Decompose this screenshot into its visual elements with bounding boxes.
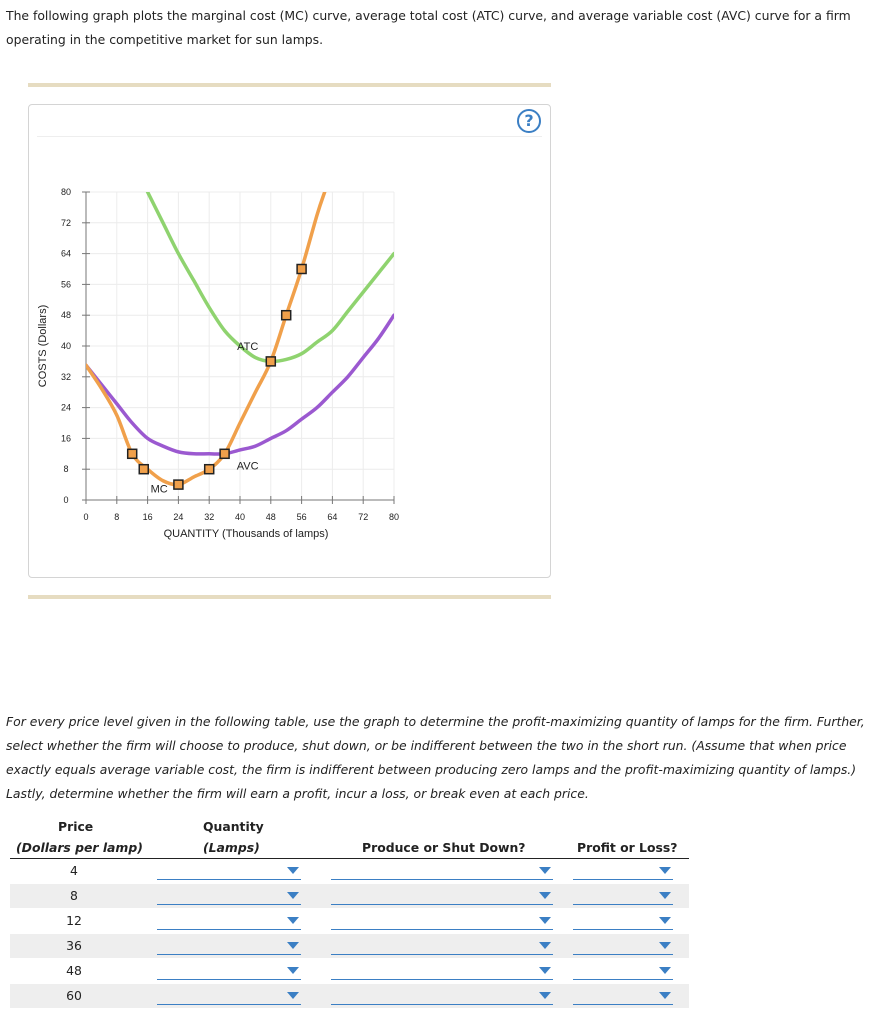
price-unit-header: (Dollars per lamp) [16,840,143,855]
x-tick-label: 72 [358,512,369,522]
y-tick-label: 72 [60,217,72,228]
quantity-dropdown[interactable] [157,987,301,1005]
quantity-dropdown[interactable] [157,937,301,955]
dropdown-arrow-icon [287,892,299,899]
produce-dropdown[interactable] [331,987,553,1005]
table-row [10,934,689,958]
x-tick-label: 32 [204,512,215,522]
x-tick-label: 48 [265,512,276,522]
y-tick-label: 40 [60,341,72,351]
instructions-text: For every price level given in the following table, use the graph to determine the profit-maximizing quantity of lamps for the firm. Further, select whether the firm will choose to produce, shut down, or be indifferent between the two in the short run. (Assume that when price exactly equals average variable cost, the firm is indifferent between producing zero lamps and the profit-maximizing quantity of lamps.) Lastly, determine whether the firm will earn a profit, incur a loss, or break even at each price. [6,714,865,801]
mc-point-marker[interactable] [297,265,306,274]
price-cell: 8 [70,888,78,903]
price-cell: 4 [70,863,78,878]
mc-point-marker[interactable] [174,480,183,489]
y-tick-label: 0 [63,495,69,505]
quantity-header: Quantity [203,819,264,834]
answer-table [0,813,886,1024]
produce-dropdown[interactable] [331,937,553,955]
profit-dropdown[interactable] [573,887,673,905]
mc-label: MC [150,483,168,496]
x-tick-label: 56 [296,512,307,522]
y-tick-label: 32 [60,371,72,382]
intro-text: The following graph plots the marginal cost (MC) curve, average total cost (ATC) curve, and average variable cost (AVC) curve for a firm operating in the competitive market for sun lamps. [6,8,851,47]
x-tick-label: 0 [83,512,89,522]
table-row [10,959,689,983]
quantity-dropdown[interactable] [157,912,301,930]
mc-curve [86,192,325,485]
quantity-dropdown[interactable] [157,962,301,980]
dropdown-arrow-icon [659,892,671,899]
dropdown-arrow-icon [539,967,551,974]
x-tick-label: 40 [234,512,246,522]
mc-point-marker[interactable] [282,311,291,320]
dropdown-arrow-icon [659,967,671,974]
atc-label: ATC [237,341,259,353]
quantity-dropdown[interactable] [157,862,301,880]
mc-point-marker[interactable] [128,449,137,458]
mc-point-marker[interactable] [220,449,229,458]
y-tick-label: 48 [60,310,72,321]
quantity-unit-header: (Lamps) [203,840,260,855]
dropdown-arrow-icon [659,867,671,874]
dropdown-arrow-icon [539,992,551,999]
dropdown-arrow-icon [539,892,551,899]
x-tick-label: 80 [388,512,400,522]
mc-point-marker[interactable] [205,465,214,474]
y-tick-label: 24 [60,402,72,413]
y-tick-label: 56 [60,279,72,290]
chart-labels [37,187,399,540]
x-tick-label: 24 [173,512,184,522]
x-tick-label: 8 [114,512,120,522]
profit-dropdown[interactable] [573,937,673,955]
x-tick-label: 16 [142,512,153,522]
price-cell: 36 [66,938,82,953]
dropdown-arrow-icon [287,942,299,949]
price-cell: 48 [66,963,82,978]
table-row [10,859,689,883]
dropdown-arrow-icon [287,992,299,999]
dropdown-arrow-icon [659,992,671,999]
profit-header: Profit or Loss? [577,840,678,855]
produce-dropdown[interactable] [331,862,553,880]
dropdown-arrow-icon [287,867,299,874]
produce-dropdown[interactable] [331,887,553,905]
table-row [10,909,689,933]
profit-dropdown[interactable] [573,862,673,880]
dropdown-arrow-icon [287,917,299,924]
y-tick-label: 8 [63,464,69,475]
y-axis-title: COSTS (Dollars) [37,304,49,388]
x-axis-title: QUANTITY (Thousands of lamps) [163,528,329,540]
mc-point-marker[interactable] [266,357,275,366]
y-tick-label: 80 [60,187,72,197]
profit-dropdown[interactable] [573,912,673,930]
avc-label: AVC [236,460,259,473]
produce-dropdown[interactable] [331,962,553,980]
dropdown-arrow-icon [539,942,551,949]
dropdown-arrow-icon [659,917,671,924]
dropdown-arrow-icon [287,967,299,974]
y-tick-label: 64 [60,248,72,259]
dropdown-arrow-icon [539,867,551,874]
dropdown-arrow-icon [659,942,671,949]
mc-point-marker[interactable] [139,465,148,474]
y-tick-label: 16 [60,433,72,444]
price-cell: 60 [66,988,82,1003]
price-cell: 12 [66,913,82,928]
table-row [10,984,689,1008]
profit-dropdown[interactable] [573,987,673,1005]
price-header: Price [58,819,94,834]
produce-dropdown[interactable] [331,912,553,930]
help-icon[interactable]: ? [517,109,541,133]
produce-header: Produce or Shut Down? [362,840,526,855]
profit-dropdown[interactable] [573,962,673,980]
table-row [10,884,689,908]
dropdown-arrow-icon [539,917,551,924]
quantity-dropdown[interactable] [157,887,301,905]
x-tick-label: 64 [327,512,338,522]
